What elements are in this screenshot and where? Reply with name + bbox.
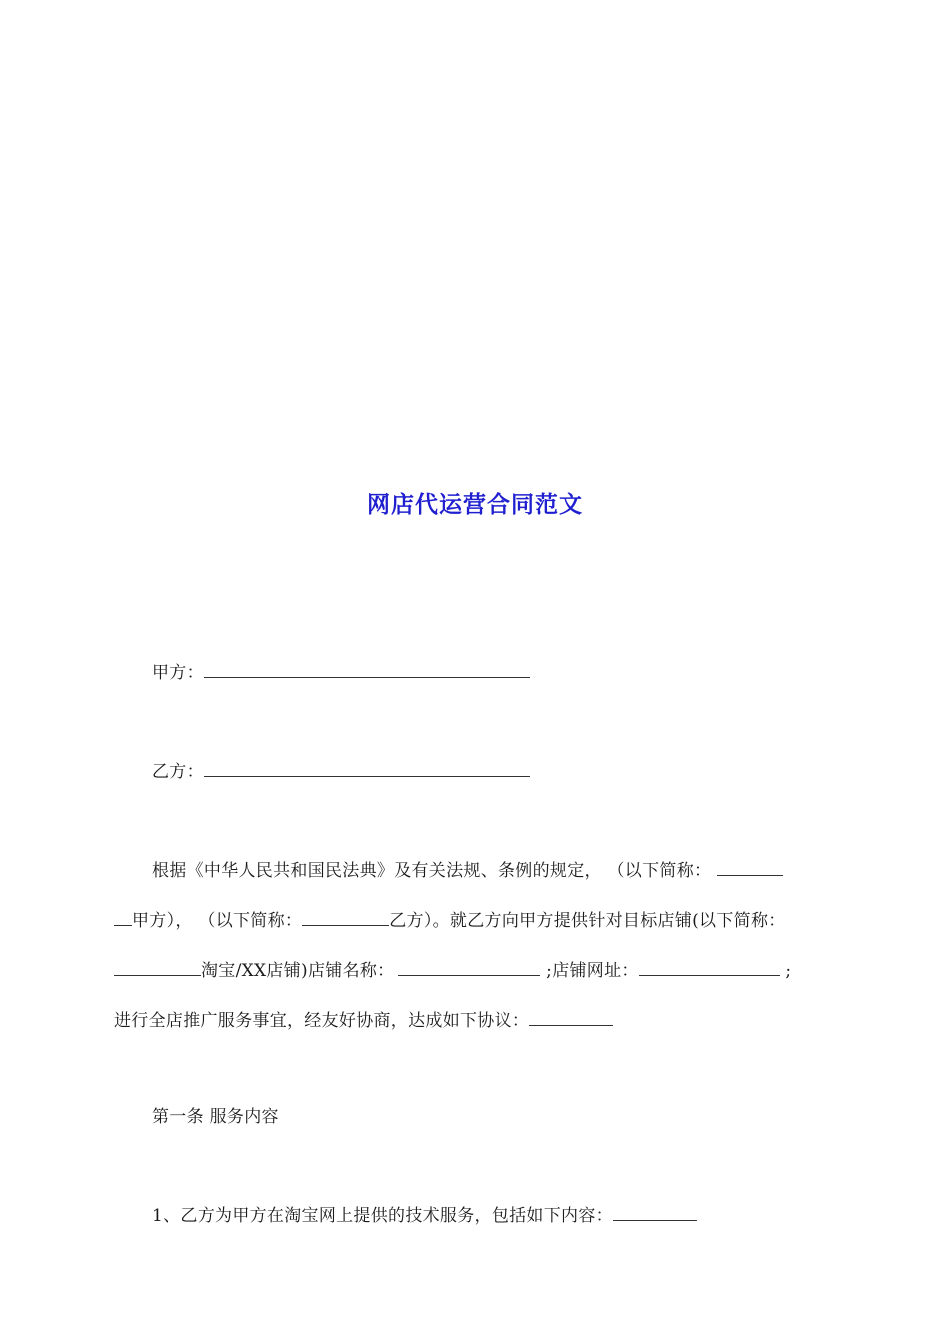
clause-1-text: 1、乙方为甲方在淘宝网上提供的技术服务，包括如下内容： [152, 1206, 613, 1226]
preamble-blank-2 [114, 908, 132, 926]
preamble-text-2b: 乙方）。就乙方向甲方提供针对目标店铺(以下简称： [389, 911, 786, 931]
party-a-label: 甲方： [152, 663, 204, 683]
party-a-line [152, 660, 530, 686]
preamble-text-3a: 淘宝/XX店铺)店铺名称： [201, 961, 395, 981]
preamble-text-4: 进行全店推广服务事宜，经友好协商，达成如下协议： [114, 1011, 530, 1031]
preamble-line-4 [114, 1008, 613, 1034]
party-b-line [152, 759, 530, 785]
preamble-text-1: 根据《中华人民共和国民法典》及有关法规、条例的规定， （以下简称： [152, 861, 712, 881]
party-b-label: 乙方： [152, 762, 204, 782]
party-b-blank [204, 759, 530, 777]
preamble-line-3 [114, 958, 791, 984]
article-1-heading: 第一条 服务内容 [152, 1107, 279, 1127]
preamble-text-3b: ;店铺网址： [540, 961, 639, 981]
preamble-line-2 [114, 908, 786, 934]
preamble-text-2a: 甲方）， （以下简称： [132, 911, 303, 931]
party-a-blank [204, 660, 530, 678]
preamble-text-3c: ; [779, 961, 792, 981]
clause-1-blank [613, 1203, 697, 1221]
preamble-blank-4 [114, 958, 201, 976]
preamble-line-1 [152, 858, 783, 884]
preamble-blank-5 [529, 1008, 613, 1026]
preamble-blank-3 [302, 908, 389, 926]
preamble-blank-1 [717, 858, 783, 876]
shop-url-blank [639, 958, 780, 976]
clause-1-line [152, 1203, 697, 1229]
document-title: 网店代运营合同范文 [367, 492, 583, 518]
shop-name-blank [398, 958, 540, 976]
